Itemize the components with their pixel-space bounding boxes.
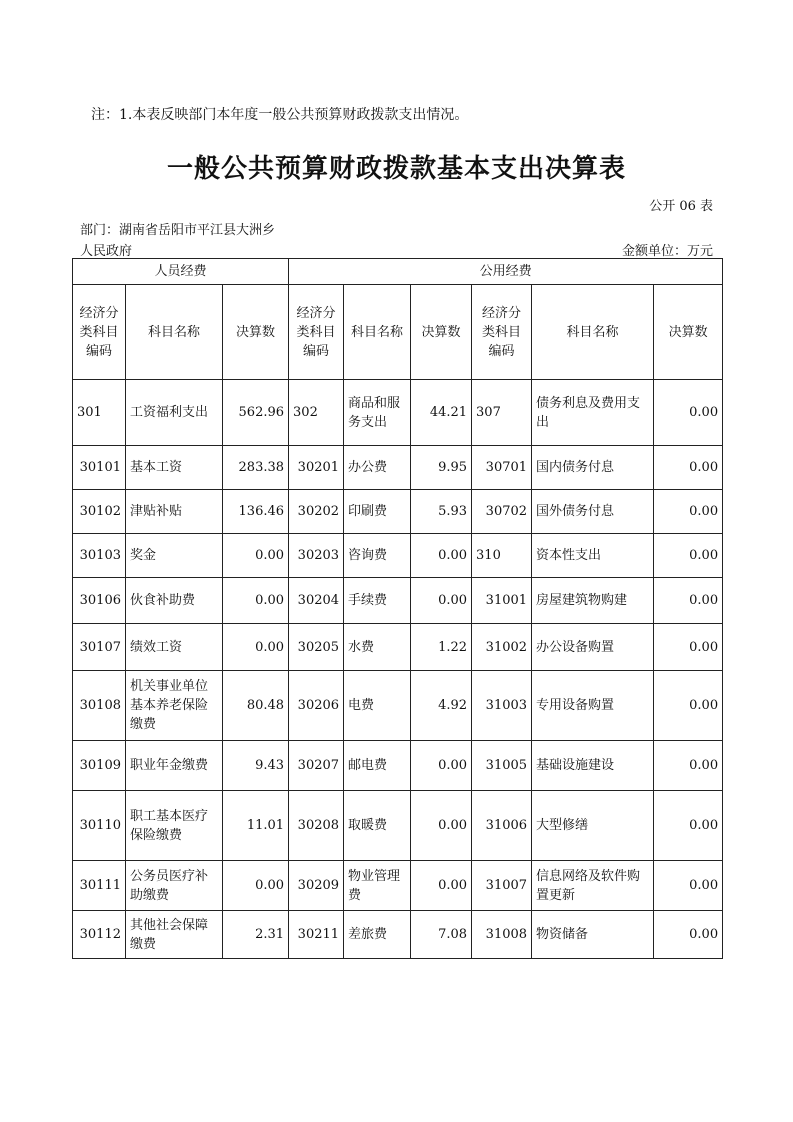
public-amount: 0.00 xyxy=(411,791,472,861)
public-name: 取暖费 xyxy=(344,791,411,861)
other-name: 办公设备购置 xyxy=(532,624,654,671)
table-row xyxy=(73,741,723,791)
public-name: 手续费 xyxy=(344,578,411,624)
public-amount: 9.95 xyxy=(411,446,472,490)
other-code: 30702 xyxy=(472,490,532,534)
public-code: 30201 xyxy=(289,446,344,490)
public-code: 302 xyxy=(289,380,344,446)
other-name: 大型修缮 xyxy=(532,791,654,861)
public-name: 商品和服务支出 xyxy=(344,380,411,446)
personnel-name: 工资福利支出 xyxy=(126,380,223,446)
public-code: 30208 xyxy=(289,791,344,861)
personnel-code: 30110 xyxy=(73,791,126,861)
other-code: 30701 xyxy=(472,446,532,490)
header-amount: 决算数 xyxy=(223,285,289,380)
header-code: 经济分类科目编码 xyxy=(472,285,532,380)
public-name: 物业管理费 xyxy=(344,861,411,911)
public-name: 办公费 xyxy=(344,446,411,490)
other-code: 31005 xyxy=(472,741,532,791)
personnel-code: 30108 xyxy=(73,671,126,741)
other-name: 专用设备购置 xyxy=(532,671,654,741)
public-name: 咨询费 xyxy=(344,534,411,578)
other-amount: 0.00 xyxy=(654,861,723,911)
table-row xyxy=(73,791,723,861)
budget-table xyxy=(72,258,723,959)
table-row xyxy=(73,578,723,624)
public-code: 30203 xyxy=(289,534,344,578)
personnel-amount: 2.31 xyxy=(223,911,289,959)
personnel-amount: 80.48 xyxy=(223,671,289,741)
public-name: 差旅费 xyxy=(344,911,411,959)
public-code: 30205 xyxy=(289,624,344,671)
personnel-name: 其他社会保障缴费 xyxy=(126,911,223,959)
personnel-name: 职业年金缴费 xyxy=(126,741,223,791)
table-row xyxy=(73,380,723,446)
page-title: 一般公共预算财政拨款基本支出决算表 xyxy=(166,154,626,184)
public-code: 30206 xyxy=(289,671,344,741)
other-amount: 0.00 xyxy=(654,741,723,791)
personnel-code: 30107 xyxy=(73,624,126,671)
public-amount: 7.08 xyxy=(411,911,472,959)
public-name: 邮电费 xyxy=(344,741,411,791)
other-amount: 0.00 xyxy=(654,911,723,959)
other-code: 31006 xyxy=(472,791,532,861)
table-row xyxy=(73,534,723,578)
other-amount: 0.00 xyxy=(654,534,723,578)
personnel-code: 30103 xyxy=(73,534,126,578)
personnel-name: 津贴补贴 xyxy=(126,490,223,534)
public-amount: 0.00 xyxy=(411,578,472,624)
other-code: 31002 xyxy=(472,624,532,671)
table-row xyxy=(73,490,723,534)
other-amount: 0.00 xyxy=(654,446,723,490)
personnel-amount: 0.00 xyxy=(223,534,289,578)
table-row xyxy=(73,671,723,741)
table-number: 公开 06 表 xyxy=(649,199,713,214)
amount-unit: 金额单位：万元 xyxy=(621,244,713,259)
personnel-amount: 136.46 xyxy=(223,490,289,534)
department-label: 部门：湖南省岳阳市平江县大洲乡 xyxy=(80,223,276,238)
header-amount: 决算数 xyxy=(411,285,472,380)
personnel-amount: 0.00 xyxy=(223,861,289,911)
personnel-name: 公务员医疗补助缴费 xyxy=(126,861,223,911)
header-name: 科目名称 xyxy=(126,285,223,380)
other-name: 债务利息及费用支出 xyxy=(532,380,654,446)
other-code: 310 xyxy=(472,534,532,578)
header-name: 科目名称 xyxy=(344,285,411,380)
public-name: 电费 xyxy=(344,671,411,741)
other-name: 国内债务付息 xyxy=(532,446,654,490)
other-code: 31001 xyxy=(472,578,532,624)
public-code: 30202 xyxy=(289,490,344,534)
public-amount: 0.00 xyxy=(411,534,472,578)
personnel-group-header: 人员经费 xyxy=(73,259,289,285)
other-amount: 0.00 xyxy=(654,380,723,446)
public-amount: 5.93 xyxy=(411,490,472,534)
header-amount: 决算数 xyxy=(654,285,723,380)
public-amount: 4.92 xyxy=(411,671,472,741)
personnel-amount: 0.00 xyxy=(223,578,289,624)
personnel-name: 奖金 xyxy=(126,534,223,578)
personnel-name: 机关事业单位基本养老保险缴费 xyxy=(126,671,223,741)
public-group-header: 公用经费 xyxy=(289,259,723,285)
public-name: 印刷费 xyxy=(344,490,411,534)
header-code: 经济分类科目编码 xyxy=(73,285,126,380)
other-name: 房屋建筑物购建 xyxy=(532,578,654,624)
other-name: 国外债务付息 xyxy=(532,490,654,534)
personnel-code: 30102 xyxy=(73,490,126,534)
department-label-continued: 人民政府 xyxy=(80,244,133,259)
table-row xyxy=(73,624,723,671)
other-name: 物资储备 xyxy=(532,911,654,959)
personnel-amount: 11.01 xyxy=(223,791,289,861)
public-amount: 0.00 xyxy=(411,861,472,911)
public-name: 水费 xyxy=(344,624,411,671)
table-row xyxy=(73,911,723,959)
personnel-code: 30101 xyxy=(73,446,126,490)
other-name: 信息网络及软件购置更新 xyxy=(532,861,654,911)
public-code: 30204 xyxy=(289,578,344,624)
group-header-row xyxy=(73,259,723,285)
public-amount: 44.21 xyxy=(411,380,472,446)
header-name: 科目名称 xyxy=(532,285,654,380)
personnel-name: 基本工资 xyxy=(126,446,223,490)
public-code: 30209 xyxy=(289,861,344,911)
personnel-amount: 0.00 xyxy=(223,624,289,671)
other-code: 307 xyxy=(472,380,532,446)
personnel-name: 伙食补助费 xyxy=(126,578,223,624)
personnel-amount: 9.43 xyxy=(223,741,289,791)
personnel-name: 绩效工资 xyxy=(126,624,223,671)
footnote: 注：1.本表反映部门本年度一般公共预算财政拨款支出情况。 xyxy=(91,107,469,123)
header-code: 经济分类科目编码 xyxy=(289,285,344,380)
other-name: 资本性支出 xyxy=(532,534,654,578)
personnel-amount: 562.96 xyxy=(223,380,289,446)
personnel-name: 职工基本医疗保险缴费 xyxy=(126,791,223,861)
public-code: 30211 xyxy=(289,911,344,959)
other-amount: 0.00 xyxy=(654,671,723,741)
other-name: 基础设施建设 xyxy=(532,741,654,791)
public-code: 30207 xyxy=(289,741,344,791)
personnel-code: 30109 xyxy=(73,741,126,791)
column-header-row xyxy=(73,285,723,380)
table-row xyxy=(73,446,723,490)
personnel-code: 30111 xyxy=(73,861,126,911)
table-row xyxy=(73,861,723,911)
personnel-amount: 283.38 xyxy=(223,446,289,490)
other-code: 31008 xyxy=(472,911,532,959)
personnel-code: 30106 xyxy=(73,578,126,624)
other-amount: 0.00 xyxy=(654,624,723,671)
other-amount: 0.00 xyxy=(654,490,723,534)
other-code: 31003 xyxy=(472,671,532,741)
personnel-code: 301 xyxy=(73,380,126,446)
public-amount: 1.22 xyxy=(411,624,472,671)
other-code: 31007 xyxy=(472,861,532,911)
other-amount: 0.00 xyxy=(654,791,723,861)
other-amount: 0.00 xyxy=(654,578,723,624)
public-amount: 0.00 xyxy=(411,741,472,791)
personnel-code: 30112 xyxy=(73,911,126,959)
